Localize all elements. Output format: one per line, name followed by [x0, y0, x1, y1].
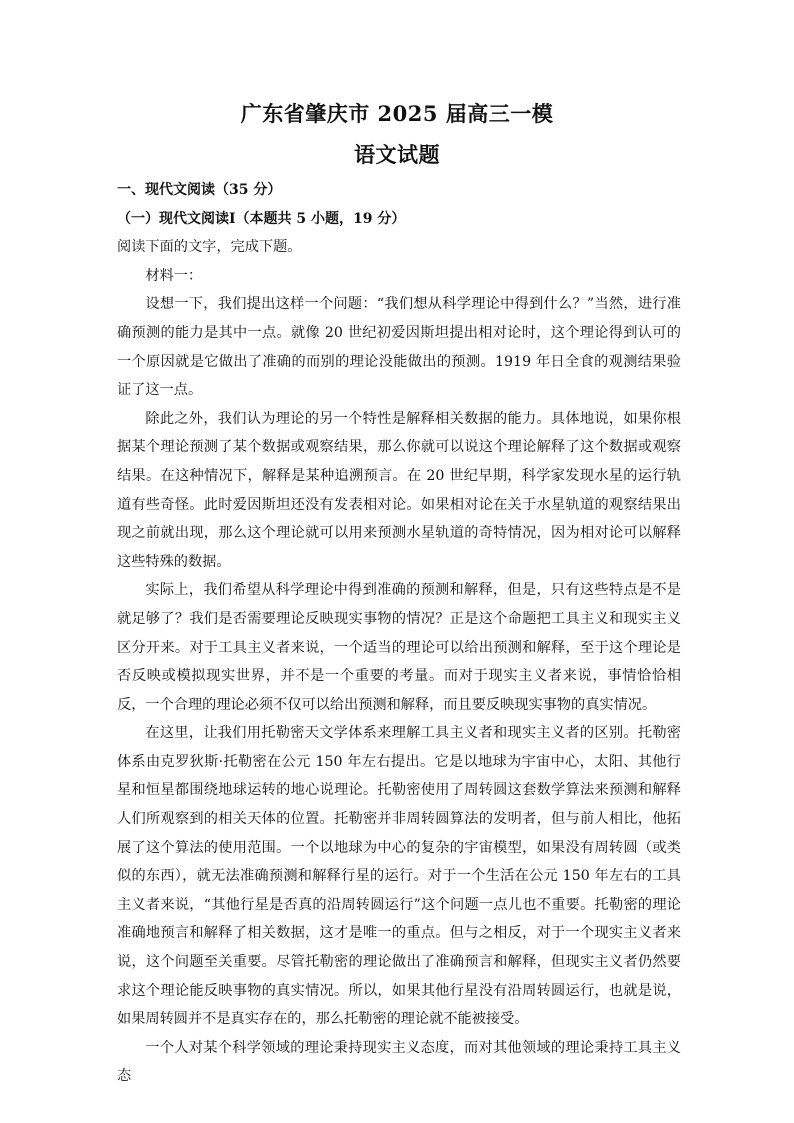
- material-label: 材料一：: [145, 267, 203, 284]
- instruction-text: 阅读下面的文字，完成下题。: [117, 239, 302, 256]
- paragraph: 设想一下，我们提出这样一个问题：“我们想从科学理论中得到什么？”当然，进行准确预测的能力是其中一点。就像 20 世纪初爱因斯坦提出相对论时，这个理论得到认可的一个原因就是它做出了准确的而别的理论没能做出的预测。1919 年日全食的观测结果验证了这一点。: [117, 296, 681, 399]
- paragraph: 除此之外，我们认为理论的另一个特性是解释相关数据的能力。具体地说，如果你根据某个理论预测了某个数据或观察结果，那么你就可以说这个理论解释了这个数据或观察结果。在这种情况下，解释是某种追溯预言。在 20 世纪早期，科学家发现水星的运行轨道有些奇怪。此时爱因斯坦还没有发表相对论。如果相对论在关于水星轨道的观察结果出现之前就出现，那么这个理论就可以用来预测水星轨道的奇特情况，因为相对论可以解释这些特殊的数据。: [117, 410, 681, 570]
- document-subtitle: 语文试题: [354, 142, 440, 167]
- paragraph: 一个人对某个科学领域的理论秉持现实主义态度，而对其他领域的理论秉持工具主义态: [117, 1039, 681, 1085]
- document-body: [117, 176, 681, 1091]
- section-heading: 一、现代文阅读（35 分）: [117, 182, 282, 198]
- paragraph: 在这里，让我们用托勒密天文学体系来理解工具主义者和现实主义者的区别。托勒密体系由克罗狄斯·托勒密在公元 150 年左右提出。它是以地球为宇宙中心，太阳、其他行星和恒星都围绕地球运转的地心说理论。托勒密使用了周转圆这套数学算法来预测和解释人们所观察到的相关天体的位置。托勒密并非周转圆算法的发明者，但与前人相比，他拓展了这个算法的使用范围。一个以地球为中心的复杂的宇宙模型，如果没有周转圆（或类似的东西），就无法准确预测和解释行星的运行。对于一个生活在公元 150 年左右的工具主义者来说，“其他行星是否真的沿周转圆运行”这个问题一点儿也不重要。托勒密的理论准确地预言和解释了相关数据，这才是唯一的重点。但与之相反，对于一个现实主义者来说，这个问题至关重要。尽管托勒密的理论做出了准确预言和解释，但现实主义者仍然要求这个理论能反映事物的真实情况。所以，如果其他行星没有沿周转圆运行，也就是说，如果周转圆并不是真实存在的，那么托勒密的理论就不能被接受。: [117, 725, 681, 1028]
- paragraph: 实际上，我们希望从科学理论中得到准确的预测和解释，但是，只有这些特点是不是就足够了？我们是否需要理论反映现实事物的情况？正是这个命题把工具主义和现实主义区分开来。对于工具主义者来说，一个适当的理论可以给出预测和解释，至于这个理论是否反映或模拟现实世界，并不是一个重要的考量。而对于现实主义者来说，事情恰恰相反，一个合理的理论必须不仅可以给出预测和解释，而且要反映现实事物的真实情况。: [117, 582, 681, 713]
- subsection-heading: （一）现代文阅读Ⅰ（本题共 5 小题，19 分）: [117, 210, 406, 227]
- document-title: 广东省肇庆市 2025 届高三一模: [240, 101, 554, 126]
